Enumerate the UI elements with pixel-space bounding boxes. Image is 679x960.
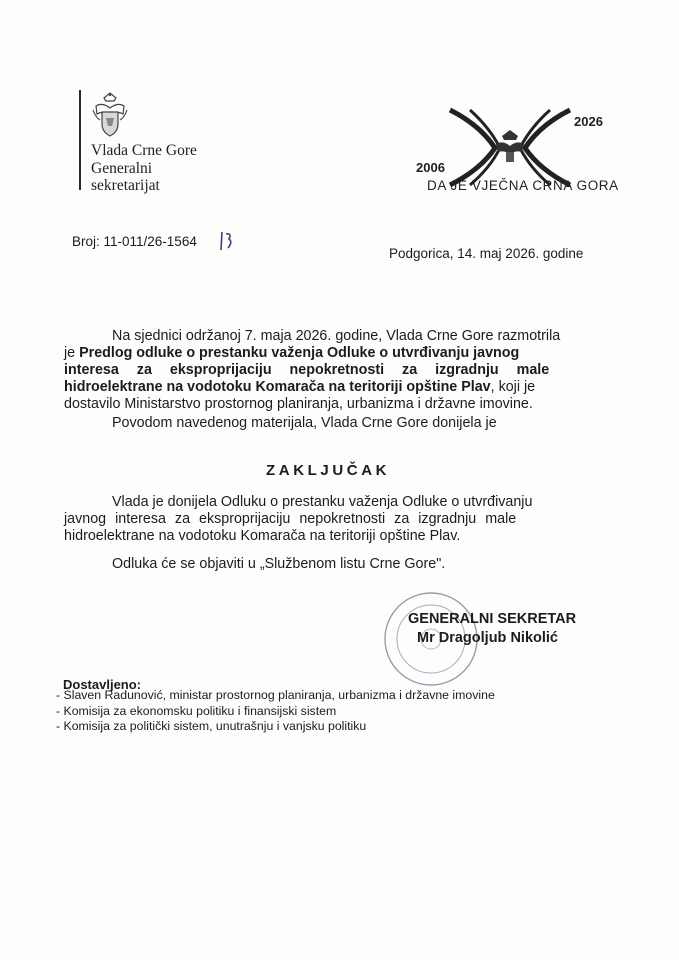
government-line-2: Generalni (91, 159, 153, 177)
intro-line-1: Na sjednici održanoj 7. maja 2026. godine, Vlada Crne Gore razmotrila (112, 328, 561, 344)
eagle-icon (496, 130, 524, 162)
publication-line: Odluka će se objaviti u „Službenom listu Crne Gore". (112, 556, 446, 572)
signatory-title: GENERALNI SEKRETAR (408, 611, 577, 627)
distribution-item: - Slaven Radunović, ministar prostornog planiranja, urbanizma i državne imovine (56, 688, 495, 702)
signatory-name: Mr Dragoljub Nikolić (417, 630, 558, 646)
distribution-list (56, 688, 495, 735)
header-divider (79, 90, 81, 190)
intro-paragraph (64, 328, 604, 413)
jubilee-motto: DA JE VJEČNA CRNA GORA (427, 178, 619, 193)
conclusion-line-3: hidroelektrane na vodotoku Komarača na teritoriji opštine Plav. (64, 528, 461, 544)
coat-of-arms-icon (90, 92, 130, 138)
document-number: Broj: 11-011/26-1564 (72, 234, 197, 249)
povodom-line: Povodom navedenog materijala, Vlada Crne Gore donijela je (112, 415, 497, 431)
jubilee-year-end: 2026 (574, 114, 603, 129)
intro-line-5: dostavilo Ministarstvo prostornog planiranja, urbanizma i državne imovine. (64, 396, 533, 412)
conclusion-paragraph (64, 494, 604, 545)
document-date: Podgorica, 14. maj 2026. godine (389, 246, 584, 261)
conclusion-heading: ZAKLJUČAK (266, 462, 391, 479)
distribution-item: - Komisija za politički sistem, unutrašnju i vanjsku politiku (56, 719, 367, 733)
distribution-item: - Komisija za ekonomsku politiku i finansijski sistem (56, 703, 337, 718)
intro-line-3: interesa za eksproprijaciju nepokretnosti za izgradnju male (64, 362, 550, 378)
government-line-3: sekretarijat (91, 177, 160, 194)
government-name (91, 142, 197, 195)
intro-line-2: je Predlog odluke o prestanku važenja Odluke o utvrđivanju javnog (64, 345, 520, 361)
intro-line-4: hidroelektrane na vodotoku Komarača na teritoriji opštine Plav, koji je (64, 379, 536, 395)
government-line-1: Vlada Crne Gore (91, 142, 197, 159)
conclusion-line-2: javnog interesa za eksproprijaciju nepokretnosti za izgradnju male (64, 511, 517, 527)
conclusion-line-1: Vlada je donijela Odluku o prestanku važenja Odluke o utvrđivanju (112, 494, 533, 510)
handwritten-mark (218, 230, 234, 252)
jubilee-year-start: 2006 (416, 160, 445, 175)
distribution-title: Dostavljeno: (63, 677, 142, 692)
